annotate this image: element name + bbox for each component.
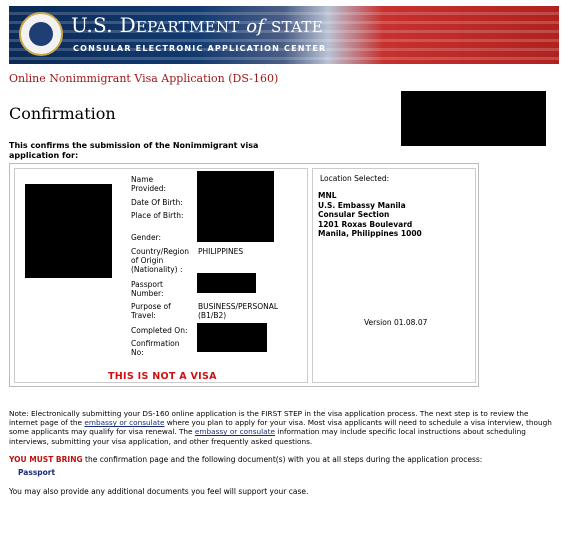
state-department-seal-icon <box>19 12 63 56</box>
label-purpose: Purpose of Travel: <box>131 302 171 320</box>
embassy-consulate-link[interactable]: embassy or consulate <box>84 418 165 428</box>
label-dob: Date Of Birth: <box>131 198 183 207</box>
additional-documents-text: You may also provide any additional documents you feel will support your case. <box>9 487 309 496</box>
embassy-consulate-link-2[interactable]: embassy or consulate <box>194 427 275 437</box>
header-title: U.S. DEPARTMENT of STATE <box>71 13 323 37</box>
label-confirmation: Confirmation No: <box>131 339 180 357</box>
redacted-photo <box>25 184 112 278</box>
redacted-completed-confirmation <box>197 323 267 352</box>
location-address: MNL U.S. Embassy Manila Consular Section 1201 Roxas Boulevard Manila, Philippines 1000 <box>318 191 422 238</box>
value-country: PHILIPPINES <box>198 247 244 256</box>
label-completed: Completed On: <box>131 326 188 335</box>
label-gender: Gender: <box>131 233 162 242</box>
label-name: Name Provided: <box>131 175 167 193</box>
label-passport: Passport Number: <box>131 280 164 298</box>
note-paragraph: Note: Electronically submitting your DS-160 online application is the FIRST STEP in the visa application process. The next step is to review the internet page of the embassy or consulate where you plan to apply for your visa. Most visa applicants will need to schedule a visa interview, though some applicants may qualify for visa renewal. The embassy or consulate information may include specific local instructions about scheduling interviews, submitting your visa application, and other frequently asked questions. <box>9 409 552 446</box>
value-purpose: BUSINESS/PERSONAL (B1/B2) <box>198 302 279 320</box>
location-label: Location Selected: <box>320 174 390 183</box>
redacted-personal-details <box>197 171 274 242</box>
page-title: Confirmation <box>9 104 116 123</box>
confirm-text: This confirms the submission of the Nonimmigrant visa application for: <box>9 141 259 160</box>
header-banner <box>9 6 559 64</box>
not-a-visa-warning: THIS IS NOT A VISA <box>108 371 217 382</box>
redacted-passport-number <box>197 273 256 293</box>
form-version: Version 01.08.07 <box>364 318 428 327</box>
must-bring-text: YOU MUST BRING the confirmation page and the following document(s) with you at all steps during the application process: <box>9 455 483 464</box>
header-subtitle: CONSULAR ELECTRONIC APPLICATION CENTER <box>73 44 327 53</box>
label-country: Country/Region of Origin (Nationality) : <box>131 247 189 274</box>
label-pob: Place of Birth: <box>131 211 184 220</box>
redacted-barcode <box>401 91 546 146</box>
form-subhead: Online Nonimmigrant Visa Application (DS-160) <box>9 72 279 85</box>
document-passport: Passport <box>18 468 56 477</box>
